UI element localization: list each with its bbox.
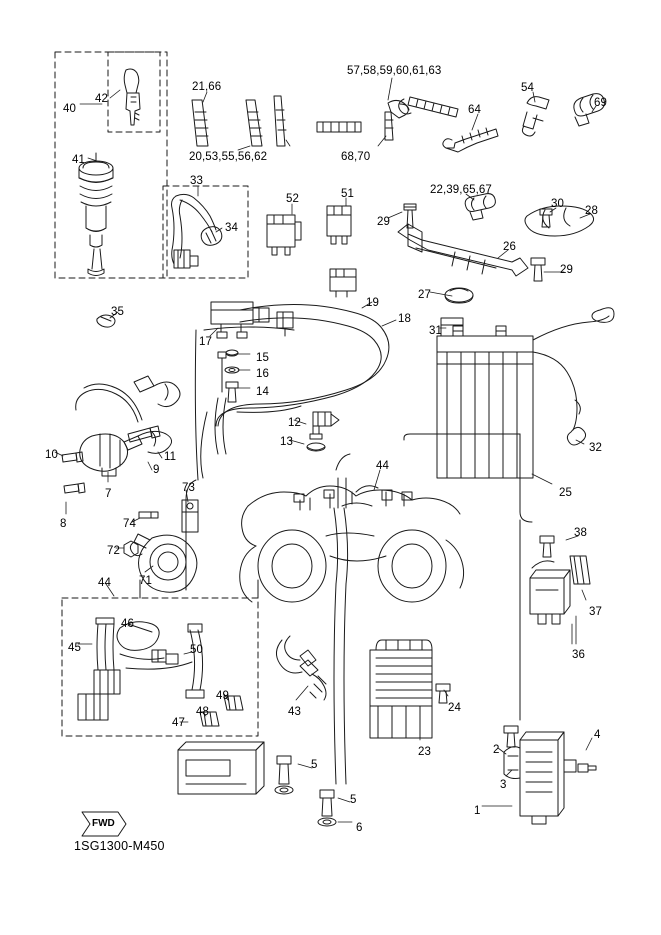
bolt-29b <box>531 258 545 281</box>
callout-45: 45 <box>68 642 81 654</box>
callout-37: 37 <box>589 606 602 618</box>
band-21-66 <box>192 100 208 146</box>
callout-44-center: 44 <box>376 460 389 472</box>
callout-17: 17 <box>199 336 212 348</box>
callout-38: 38 <box>574 527 587 539</box>
callout-33: 33 <box>190 175 203 187</box>
wire-harness-45 <box>78 618 204 720</box>
spark-plug-43 <box>276 636 326 700</box>
band-20c <box>317 122 361 132</box>
callout-12: 12 <box>288 417 301 429</box>
callout-19: 19 <box>366 297 379 309</box>
callout-29-top: 29 <box>377 216 390 228</box>
callout-25: 25 <box>559 487 572 499</box>
callout-50: 50 <box>190 644 203 656</box>
main-harness <box>195 304 389 480</box>
callout-51: 51 <box>341 188 354 200</box>
battery-cable-32 <box>533 308 614 445</box>
callout-27: 27 <box>418 289 431 301</box>
fuse-37 <box>570 556 590 584</box>
callout-64: 64 <box>468 104 481 116</box>
bolt-5b <box>318 790 336 826</box>
callout-5a: 5 <box>311 759 318 771</box>
bolt-24 <box>436 684 450 703</box>
callout-73: 73 <box>182 482 195 494</box>
tie-57-63a <box>385 100 409 140</box>
callout-26: 26 <box>503 241 516 253</box>
cdi-unit-1 <box>520 732 576 824</box>
callout-9: 9 <box>153 464 160 476</box>
clamp-54 <box>522 97 549 136</box>
callout-13: 13 <box>280 436 293 448</box>
cover-28 <box>525 206 594 236</box>
reference-lines <box>140 434 532 720</box>
fuse-block-19 <box>330 269 356 297</box>
callout-30: 30 <box>551 198 564 210</box>
washer-16 <box>225 367 239 373</box>
battery-25 <box>437 326 533 478</box>
bolt-14 <box>226 382 238 402</box>
callout-3: 3 <box>500 779 507 791</box>
band-20b <box>274 96 286 146</box>
bolt-38 <box>540 536 554 557</box>
bolt-15 <box>226 350 238 356</box>
callout-57-58-59-60-61-63: 57,58,59,60,61,63 <box>347 65 442 77</box>
callout-5b: 5 <box>350 794 357 806</box>
callout-40: 40 <box>63 103 76 115</box>
callout-6: 6 <box>356 822 363 834</box>
battery-holder-31 <box>441 318 463 336</box>
callout-74: 74 <box>123 518 136 530</box>
diagram-part-code: 1SG1300-M450 <box>74 839 165 853</box>
callout-18: 18 <box>398 313 411 325</box>
callout-4: 4 <box>594 729 601 741</box>
main-switch-41 <box>79 153 113 276</box>
fwd-direction-label: FWD <box>92 818 115 829</box>
callout-8: 8 <box>60 518 67 530</box>
callout-14: 14 <box>256 386 269 398</box>
callout-20-53-55-56-62: 20,53,55,56,62 <box>189 151 268 163</box>
callout-44-left: 44 <box>98 577 111 589</box>
callout-34: 34 <box>225 222 238 234</box>
callout-28: 28 <box>585 205 598 217</box>
tie-64 <box>443 128 498 152</box>
callout-7: 7 <box>105 488 112 500</box>
callout-1: 1 <box>474 805 481 817</box>
callout-32: 32 <box>589 442 602 454</box>
bolt-29a <box>404 204 416 228</box>
bolt-74 <box>139 512 158 518</box>
bracket-3 <box>504 747 520 779</box>
relay-52 <box>267 215 301 255</box>
band-20a <box>246 100 262 146</box>
callout-24: 24 <box>448 702 461 714</box>
bolt-2 <box>504 726 518 747</box>
group-frame-45 <box>62 598 258 736</box>
callout-35: 35 <box>111 306 124 318</box>
callout-54: 54 <box>521 82 534 94</box>
callout-68-70: 68,70 <box>341 151 371 163</box>
callout-71: 71 <box>139 575 152 587</box>
callout-10: 10 <box>45 449 58 461</box>
callout-49: 49 <box>216 690 229 702</box>
callout-36: 36 <box>572 649 585 661</box>
callout-31: 31 <box>429 325 442 337</box>
callout-69: 69 <box>594 97 607 109</box>
callout-72: 72 <box>107 545 120 557</box>
callout-41: 41 <box>72 154 85 166</box>
bolt-5a <box>275 756 293 794</box>
callout-23: 23 <box>418 746 431 758</box>
callout-22-39-65-67: 22,39,65,67 <box>430 184 492 196</box>
starter-relay-36 <box>530 561 570 624</box>
vehicle-outline <box>240 454 464 784</box>
callout-47: 47 <box>172 717 185 729</box>
callout-16: 16 <box>256 368 269 380</box>
leader-lines <box>55 78 596 822</box>
bolt-4 <box>578 764 596 772</box>
harness-33 <box>172 194 222 268</box>
callout-42: 42 <box>95 93 108 105</box>
key-42 <box>124 69 140 125</box>
callout-29-right: 29 <box>560 264 573 276</box>
bracket-73 <box>182 500 198 532</box>
callout-52: 52 <box>286 193 299 205</box>
callout-2: 2 <box>493 744 500 756</box>
bolt-8 <box>64 483 85 493</box>
ecu-47 <box>178 742 264 794</box>
callout-15: 15 <box>256 352 269 364</box>
callout-48: 48 <box>196 706 209 718</box>
callout-43: 43 <box>288 706 301 718</box>
sensor-12 <box>307 412 339 451</box>
fuse-box-23 <box>370 640 432 738</box>
callout-11: 11 <box>164 451 177 463</box>
callout-21-66: 21,66 <box>192 81 222 93</box>
clamp-22 <box>465 194 495 220</box>
relay-51 <box>327 206 351 244</box>
callout-46: 46 <box>121 618 134 630</box>
